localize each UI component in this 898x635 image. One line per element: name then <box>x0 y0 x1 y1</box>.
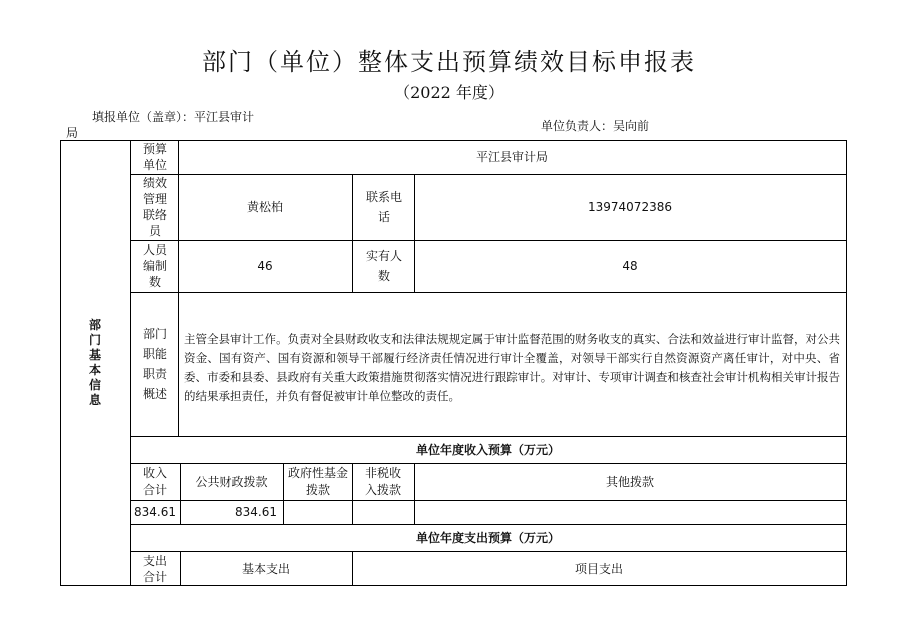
income-col-total: 收入合计 <box>142 465 167 497</box>
staff-quota-label: 人员编制数 <box>142 243 167 289</box>
actual-staff-label: 实有人数 <box>365 249 402 283</box>
income-value-other <box>414 500 846 524</box>
income-col-nontax: 非税收入拨款 <box>364 465 401 497</box>
income-value-fund <box>283 500 352 524</box>
income-value-public: 834.61 <box>235 505 277 519</box>
actual-staff-value: 48 <box>622 259 638 273</box>
budget-unit-label: 预算单位 <box>142 142 167 172</box>
section-label: 部门基本信息 <box>88 318 101 407</box>
page-title: 部门（单位）整体支出预算绩效目标申报表 <box>202 48 696 76</box>
filler-unit: 填报单位（盖章）：平江县审计 <box>92 110 255 124</box>
contact-person-label: 绩效管理联络员 <box>142 176 167 238</box>
staff-quota-value: 46 <box>257 259 273 273</box>
expense-col-basic: 基本支出 <box>241 561 290 576</box>
duty-label: 部门职能职责概述 <box>142 327 167 401</box>
expense-col-project: 项目支出 <box>574 561 623 576</box>
responsible-person: 单位负责人：吴向前 <box>541 119 650 133</box>
income-heading: 单位年度收入预算（万元） <box>415 442 560 457</box>
income-value-nontax <box>352 500 414 524</box>
income-col-public: 公共财政拨款 <box>195 474 268 489</box>
contact-person-value: 黄松柏 <box>246 200 283 214</box>
phone-label: 联系电话 <box>365 190 402 224</box>
duty-text: 主管全县审计工作。负责对全县财政收支和法律法规规定属于审计监督范围的财务收支的真实、合法和效益进行审计监督，对公共资金、国有资产、国有资源和领导干部履行经济责任情况进行审计全覆盖，对领导干部实行自然资源资产离任审计，对中央、省委、市委和县委、县政府有关重大政策措施贯彻落实情况进行跟踪审计。对审计、专项审计调查和核查社会审计机构相关审计报告的结果承担责任，并负有督促被审计单位整改的责任。 <box>184 332 840 403</box>
phone-value: 13974072386 <box>588 200 672 214</box>
expense-heading: 单位年度支出预算（万元） <box>415 530 560 545</box>
year-label: （2022 年度） <box>394 83 504 102</box>
income-col-other: 其他拨款 <box>605 474 654 489</box>
expense-col-total: 支出合计 <box>142 553 167 584</box>
budget-unit-value: 平江县审计局 <box>475 150 548 164</box>
filler-unit-wrap: 局 <box>66 126 79 140</box>
income-col-fund: 政府性基金拨款 <box>288 465 349 497</box>
income-value-total: 834.61 <box>134 505 176 519</box>
